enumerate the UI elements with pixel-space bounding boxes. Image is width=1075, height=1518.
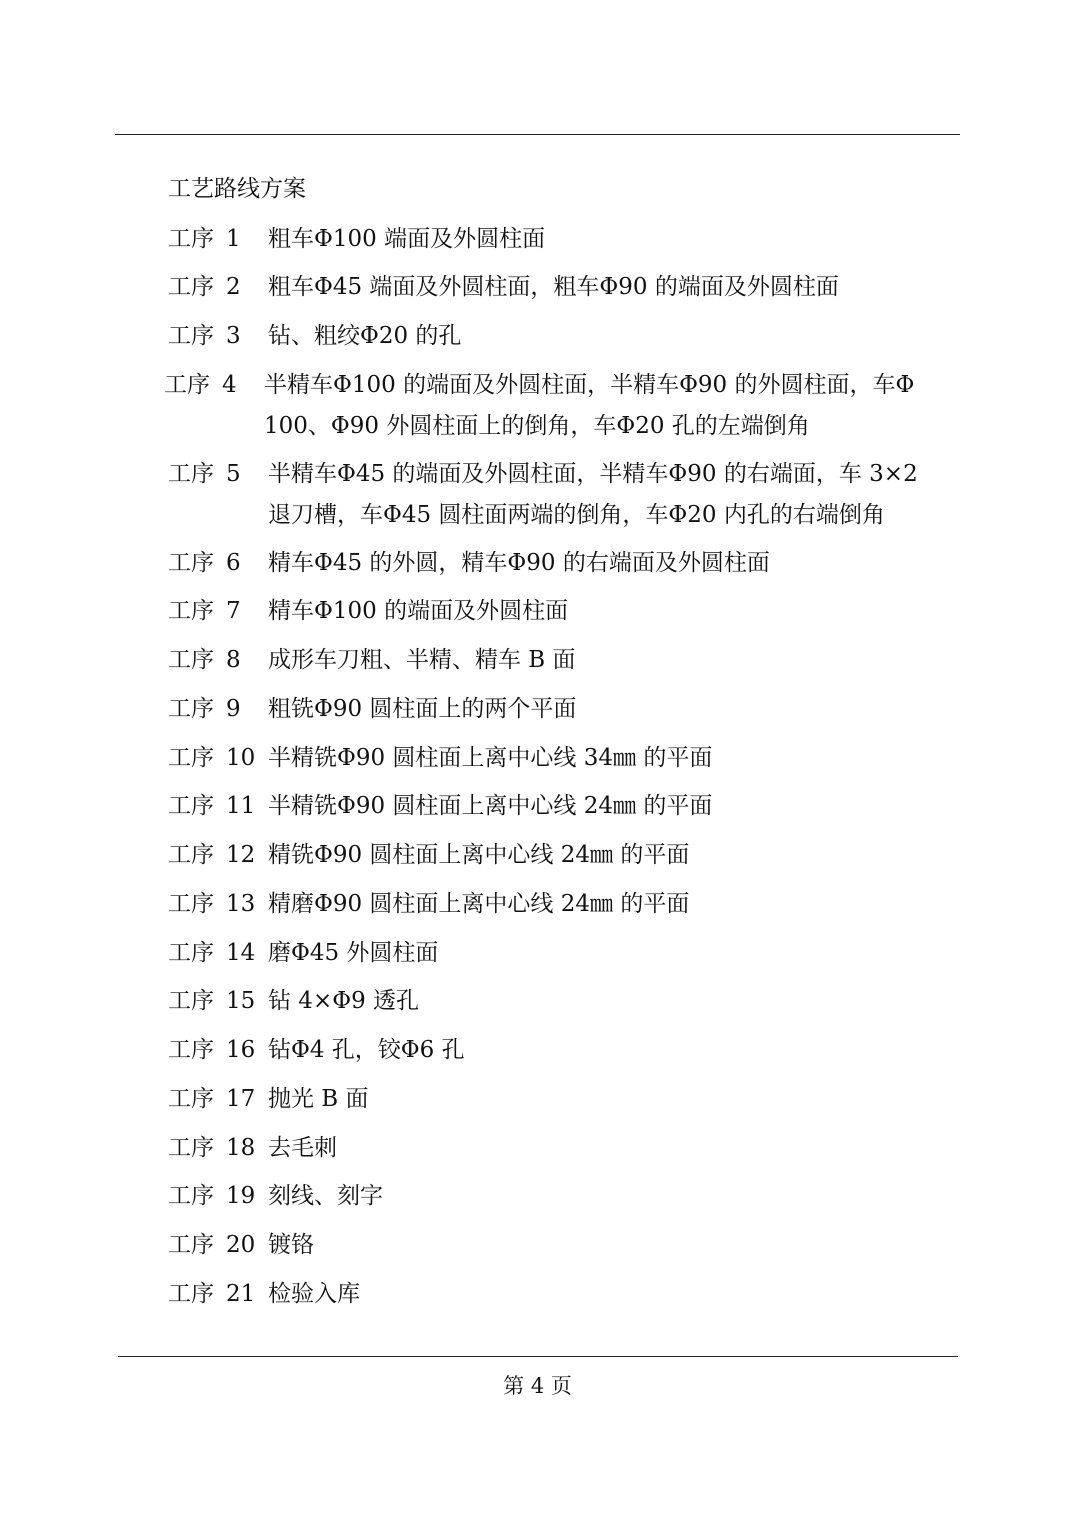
step-description-line: 精车Φ100 的端面及外圆柱面 — [268, 598, 569, 624]
step-number: 20 — [226, 1232, 256, 1258]
step-label — [168, 835, 268, 876]
step-description-line: 磨Φ45 外圆柱面 — [268, 940, 439, 966]
step-prefix: 工序 — [168, 745, 214, 771]
step-description — [268, 267, 968, 308]
step-number: 16 — [226, 1037, 256, 1063]
step-description-line: 粗车Φ100 端面及外圆柱面 — [268, 226, 546, 252]
step-description — [264, 365, 964, 447]
step-label — [168, 1274, 268, 1315]
step-label — [168, 1176, 268, 1217]
step-number: 15 — [226, 988, 256, 1014]
step-label — [168, 933, 268, 974]
step-number: 9 — [226, 696, 241, 722]
step-description-line: 精磨Φ90 圆柱面上离中心线 24㎜ 的平面 — [268, 891, 690, 917]
step-description-line: 去毛刺 — [268, 1135, 337, 1161]
footer-rule — [118, 1356, 958, 1357]
step-prefix: 工序 — [168, 1037, 214, 1063]
step-description-line: 粗车Φ45 端面及外圆柱面，粗车Φ90 的端面及外圆柱面 — [268, 274, 839, 300]
step-prefix: 工序 — [168, 323, 214, 349]
step-number: 18 — [226, 1135, 256, 1161]
step-description — [268, 543, 968, 584]
step-description — [268, 1030, 968, 1071]
step-number: 12 — [226, 842, 256, 868]
step-number: 7 — [226, 598, 241, 624]
document-title: 工艺路线方案 — [168, 176, 306, 202]
step-description-line: 成形车刀粗、半精、精车 B 面 — [268, 647, 576, 673]
step-prefix: 工序 — [168, 1183, 214, 1209]
step-label — [168, 981, 268, 1022]
step-label — [164, 365, 264, 406]
step-label — [168, 1030, 268, 1071]
step-prefix: 工序 — [168, 550, 214, 576]
step-label — [168, 1128, 268, 1169]
step-description — [268, 689, 968, 730]
step-label — [168, 591, 268, 632]
step-prefix: 工序 — [168, 891, 214, 917]
step-number: 5 — [226, 461, 241, 487]
step-description-line: 钻 4×Φ9 透孔 — [268, 988, 420, 1014]
step-description-line: 100、Φ90 外圆柱面上的倒角，车Φ20 孔的左端倒角 — [264, 413, 810, 439]
step-prefix: 工序 — [168, 461, 214, 487]
step-label — [168, 267, 268, 308]
step-description-line: 钻Φ4 孔，铰Φ6 孔 — [268, 1037, 465, 1063]
step-number: 14 — [226, 940, 256, 966]
step-label — [168, 1225, 268, 1266]
step-number: 11 — [226, 793, 256, 819]
step-prefix: 工序 — [168, 1232, 214, 1258]
step-description-line: 精铣Φ90 圆柱面上离中心线 24㎜ 的平面 — [268, 842, 690, 868]
step-number: 6 — [226, 550, 241, 576]
step-number: 19 — [226, 1183, 256, 1209]
step-prefix: 工序 — [168, 1281, 214, 1307]
step-description-line: 半精车Φ45 的端面及外圆柱面，半精车Φ90 的右端面，车 3×2 — [268, 461, 918, 487]
step-number: 13 — [226, 891, 256, 917]
step-label — [168, 219, 268, 260]
step-number: 10 — [226, 745, 256, 771]
step-prefix: 工序 — [168, 647, 214, 673]
step-description-line: 刻线、刻字 — [268, 1183, 383, 1209]
step-number: 1 — [226, 226, 241, 252]
step-description — [268, 1176, 968, 1217]
step-prefix: 工序 — [168, 1086, 214, 1112]
step-description-line: 半精车Φ100 的端面及外圆柱面，半精车Φ90 的外圆柱面，车Φ — [264, 372, 915, 398]
step-description — [268, 316, 968, 357]
step-label — [168, 884, 268, 925]
step-label — [168, 738, 268, 779]
step-prefix: 工序 — [164, 372, 210, 398]
step-prefix: 工序 — [168, 598, 214, 624]
step-prefix: 工序 — [168, 274, 214, 300]
step-description — [268, 884, 968, 925]
step-number: 4 — [222, 372, 237, 398]
step-number: 17 — [226, 1086, 256, 1112]
step-description — [268, 1079, 968, 1120]
step-prefix: 工序 — [168, 988, 214, 1014]
step-description — [268, 1128, 968, 1169]
step-description — [268, 640, 968, 681]
step-description-line: 抛光 B 面 — [268, 1086, 369, 1112]
step-label — [168, 316, 268, 357]
step-label — [168, 1079, 268, 1120]
step-description-line: 检验入库 — [268, 1281, 360, 1307]
step-prefix: 工序 — [168, 940, 214, 966]
header-rule — [115, 134, 960, 135]
step-description — [268, 1274, 968, 1315]
step-description — [268, 1225, 968, 1266]
step-description-line: 镀铬 — [268, 1232, 314, 1258]
step-description — [268, 591, 968, 632]
step-description — [268, 454, 968, 536]
step-description-line: 钻、粗绞Φ20 的孔 — [268, 323, 462, 349]
step-prefix: 工序 — [168, 226, 214, 252]
step-number: 8 — [226, 647, 241, 673]
step-label — [168, 543, 268, 584]
step-description — [268, 835, 968, 876]
step-label — [168, 786, 268, 827]
step-description — [268, 786, 968, 827]
step-description — [268, 219, 968, 260]
page-number: 第 4 页 — [503, 1374, 572, 1398]
step-number: 3 — [226, 323, 241, 349]
step-description-line: 半精铣Φ90 圆柱面上离中心线 34㎜ 的平面 — [268, 745, 713, 771]
step-label — [168, 454, 268, 495]
step-description-line: 半精铣Φ90 圆柱面上离中心线 24㎜ 的平面 — [268, 793, 713, 819]
step-description-line: 退刀槽，车Φ45 圆柱面两端的倒角，车Φ20 内孔的右端倒角 — [268, 502, 885, 528]
step-label — [168, 689, 268, 730]
step-prefix: 工序 — [168, 696, 214, 722]
step-description — [268, 738, 968, 779]
step-description-line: 粗铣Φ90 圆柱面上的两个平面 — [268, 696, 577, 722]
step-number: 21 — [226, 1281, 256, 1307]
step-description — [268, 981, 968, 1022]
step-prefix: 工序 — [168, 1135, 214, 1161]
step-description — [268, 933, 968, 974]
step-description-line: 精车Φ45 的外圆，精车Φ90 的右端面及外圆柱面 — [268, 550, 770, 576]
step-number: 2 — [226, 274, 241, 300]
step-prefix: 工序 — [168, 842, 214, 868]
step-label — [168, 640, 268, 681]
step-prefix: 工序 — [168, 793, 214, 819]
